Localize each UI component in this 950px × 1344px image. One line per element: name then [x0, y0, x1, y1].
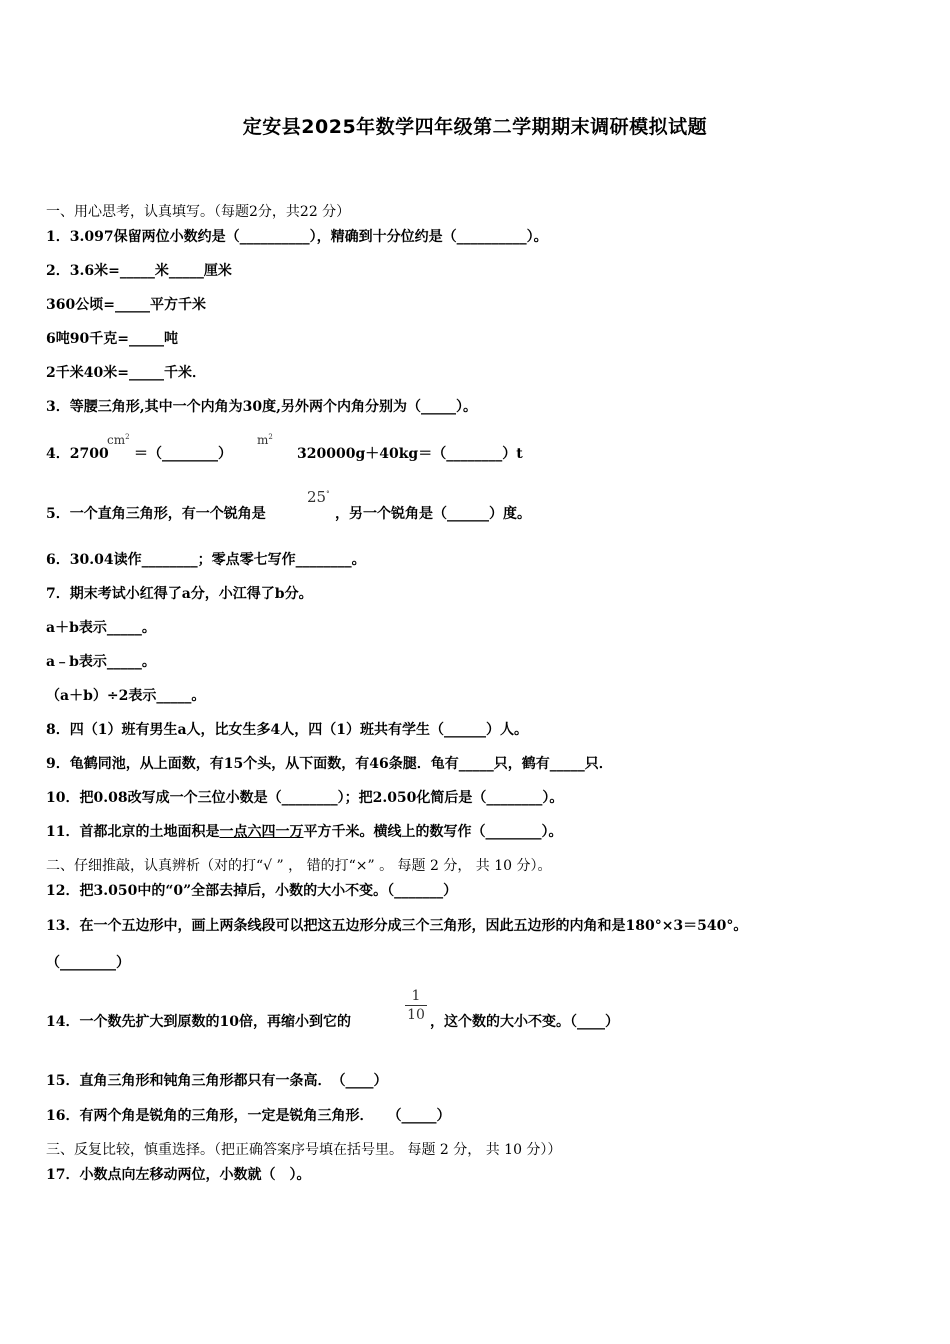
- question-6: 6．30.04读作________；零点零七写作________。: [46, 552, 366, 568]
- question-7b: a﹣b表示_____。: [46, 654, 156, 670]
- question-5-suffix: ，另一个锐角是（______）度。: [335, 506, 531, 522]
- page-title: 定安县2025年数学四年级第二学期期末调研模拟试题: [242, 116, 708, 138]
- question-5-prefix: 5．一个直角三角形，有一个锐角是: [46, 506, 266, 522]
- unit-cm2: $cm^2$: [107, 433, 130, 447]
- question-13: 13．在一个五边形中，画上两条线段可以把这五边形分成三个三角形，因此五边形的内角和是180°×3＝540°。: [46, 918, 748, 934]
- question-9: 9．龟鹤同池，从上面数，有15个头，从下面数，有46条腿．龟有_____只，鹤有_____只．: [46, 756, 613, 772]
- question-1: 1．3.097保留两位小数约是（__________），精确到十分位约是（__________）。: [46, 229, 548, 245]
- question-8: 8．四（1）班有男生a人，比女生多4人，四（1）班共有学生（______）人。: [46, 722, 529, 738]
- angle-25-degrees: 25°: [307, 488, 330, 506]
- question-16: 16．有两个角是锐角的三角形，一定是锐角三角形． （_____）: [46, 1108, 451, 1124]
- question-2d: 2千米40米=_____千米．: [46, 365, 206, 381]
- question-10: 10．把0.08改写成一个三位小数是（________）；把2.050化简后是（________）。: [46, 790, 564, 806]
- question-14-prefix: 14．一个数先扩大到原数的10倍，再缩小到它的: [46, 1014, 351, 1030]
- section-1-heading: 一、用心思考，认真填写。（每题2分，共22 分）: [46, 204, 351, 220]
- question-4-suffix: 320000g＋40kg＝（________）t: [297, 446, 523, 462]
- question-2b: 360公顷=_____平方千米: [46, 297, 206, 313]
- question-17: 17．小数点向左移动两位，小数就（ ）。: [46, 1167, 311, 1183]
- question-11: 11．首都北京的土地面积是一点六四一万平方千米。横线上的数写作（________）。: [46, 824, 563, 840]
- question-4-prefix: 4．2700: [46, 446, 109, 462]
- question-2a: 2．3.6米=_____米_____厘米: [46, 263, 232, 279]
- question-14-suffix: ，这个数的大小不变。（____）: [430, 1014, 619, 1030]
- fraction-one-tenth: 1 10: [405, 988, 427, 1023]
- question-7a: a＋b表示_____。: [46, 620, 156, 636]
- question-4-blank: ＝（________）: [134, 446, 232, 462]
- unit-m2: $m^2$: [257, 433, 273, 447]
- question-13-blank: （________）: [46, 955, 130, 971]
- question-7: 7．期末考试小红得了a分，小江得了b分。: [46, 586, 313, 602]
- question-2c: 6吨90千克=_____吨: [46, 331, 178, 347]
- section-3-heading: 三、反复比较，慎重选择。（把正确答案序号填在括号里。 每题 2 分， 共 10 分））: [46, 1142, 562, 1158]
- question-7c: （a＋b）÷2表示_____。: [46, 688, 206, 704]
- question-12: 12．把3.050中的“0”全部去掉后，小数的大小不变。（_______）: [46, 883, 458, 899]
- question-15: 15．直角三角形和钝角三角形都只有一条高． （____）: [46, 1073, 388, 1089]
- section-2-heading: 二、仔细推敲，认真辨析（对的打“√ ” ， 错的打“×” 。 每题 2 分， 共 10 分）。: [46, 858, 552, 874]
- underlined-number-text: 一点六四一万: [219, 824, 304, 840]
- question-3: 3．等腰三角形,其中一个内角为30度,另外两个内角分别为（_____）。: [46, 399, 477, 415]
